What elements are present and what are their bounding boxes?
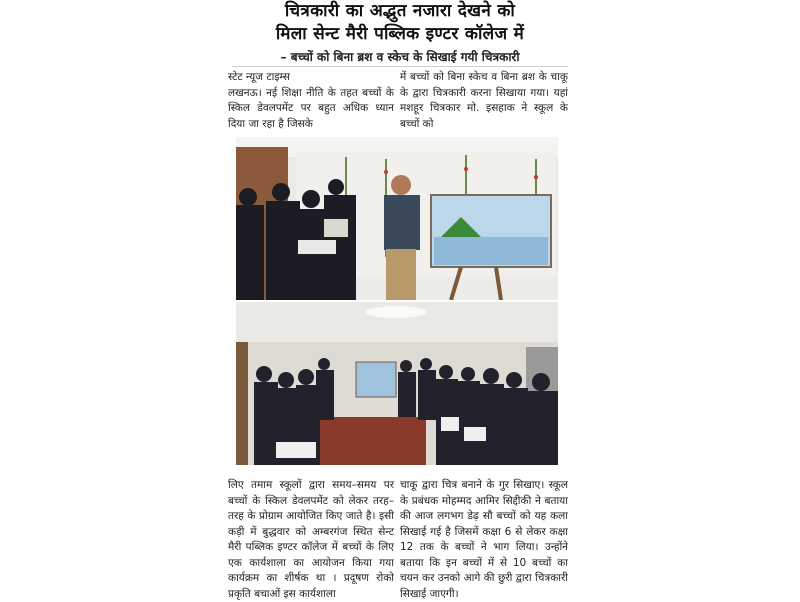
column-4 (400, 478, 568, 602)
column-1-text: लखनऊ। नई शिक्षा नीति के तहत बच्चों के स्किल डेवलपमेंट पर बहुत अधिक ध्यान दिया जा रहा है जिसके (228, 86, 394, 130)
column-3 (228, 478, 394, 602)
divider (232, 66, 568, 67)
subheadline: – बच्चों को बिना ब्रश व स्केच के सिखाई गयी चित्रकारी (280, 50, 520, 64)
photo-painting-demo (236, 137, 558, 300)
column-4-text: चाकू द्वारा चित्र बनाने के गुर सिखाए। स्कूल के प्रबंधक मोहम्मद आमिर सिद्दीकी ने बताया की आज लगभग डेढ़ सौ बच्चों को यह कला सिखाई गई है जिसमें कक्षा 6 से लेकर कक्षा 12 तक के बच्चों ने भाग लिया। उन्होंने बताया कि इन बच्चों में से 10 बच्चों का चयन कर उनको आगे की छुरी द्वारा चित्रकारी सिखाई जाएगी। (400, 479, 568, 600)
photo-students-group (236, 302, 558, 465)
column-2 (400, 70, 568, 132)
headline (230, 0, 570, 46)
headline-line-2: मिला सेन्ट मैरी पब्लिक इण्टर कॉलेज में (275, 24, 525, 44)
column-1 (228, 70, 394, 132)
byline: स्टेट न्यूज टाइम्स (228, 71, 290, 83)
column-3-text: लिए तमाम स्कूलों द्वारा समय–समय पर बच्चों के स्किल डेवलपमेंट को लेकर तरह–तरह के प्रोग्राम आयोजित किए जाते है। इसी कड़ी में बुद्धवार को अम्बरगंज स्थित सेन्ट मैरी पब्लिक इण्टर कॉलेज में बच्चों के लिए एक कार्यशाला का आयोजन किया गया कार्यक्रम का शीर्षक था । प्रदूषण रोको प्रकृति बचाओं इस कार्यशाला (228, 479, 394, 600)
column-2-text: में बच्चों को बिना स्केच व बिना ब्रश के चाकू के द्वारा चित्रकारी करना सिखाया गया। यहां मशहूर चित्रकार मो. इसहाक ने स्कूल के बच्चों को (400, 71, 568, 130)
headline-line-1: चित्रकारी का अद्भुत नजारा देखने को (284, 1, 516, 21)
